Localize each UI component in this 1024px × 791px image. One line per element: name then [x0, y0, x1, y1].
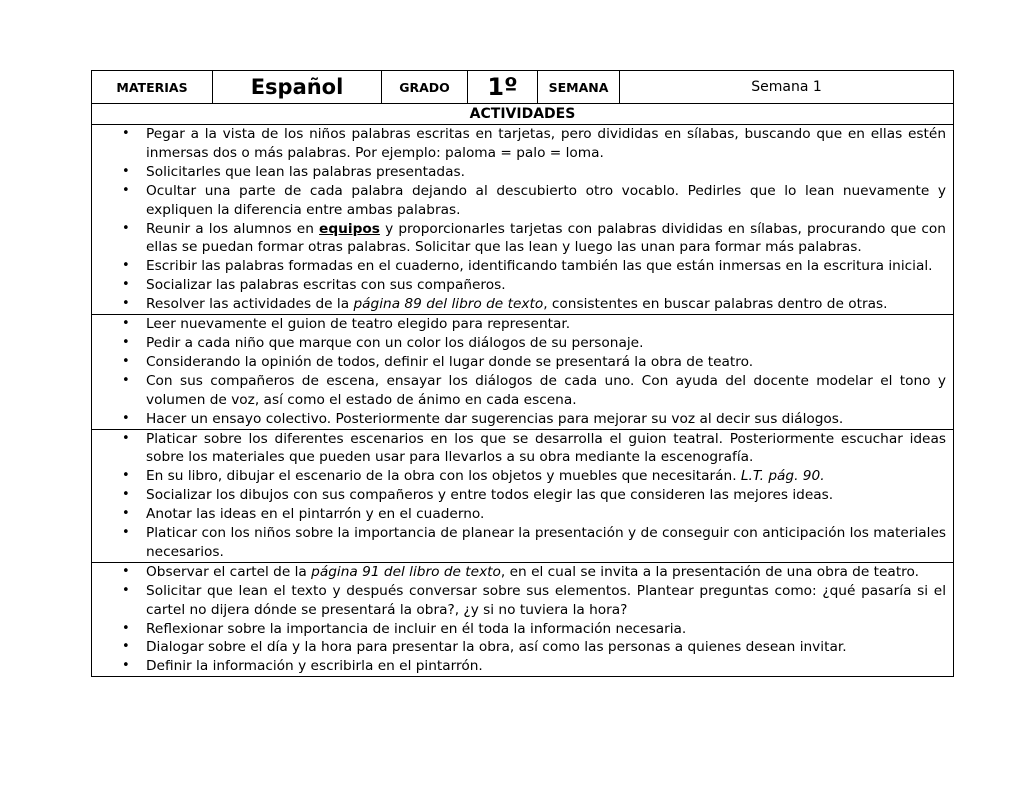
activity-text: Platicar con los niños sobre la importancia de planear la presentación y de conseguir con anticipación los materiales necesarios. [146, 525, 946, 560]
activity-block-row [92, 125, 954, 315]
activity-text: Platicar sobre los diferentes escenarios en los que se desarrolla el guion teatral. Posteriormente escuchar ideas sobre los materiales que pueden usar para llevarlos a su obra mediante la escenografía. [146, 430, 946, 466]
activity-item [92, 657, 953, 676]
activity-text: Reunir a los alumnos en [146, 220, 320, 237]
activity-block-4 [92, 562, 954, 676]
week-value: Semana 1 [620, 71, 954, 104]
activity-item [92, 524, 953, 562]
activities-title-row [92, 104, 954, 125]
activity-list [92, 315, 953, 428]
activity-item [92, 486, 953, 505]
activity-item [92, 620, 953, 639]
activity-item [92, 295, 953, 314]
activity-block-row [92, 429, 954, 562]
activity-block-3 [92, 429, 954, 562]
activity-text: Hacer un ensayo colectivo. Posteriormente dar sugerencias para mejorar su voz al decir sus diálogos. [146, 410, 844, 427]
activity-item [92, 257, 953, 276]
activities-title: ACTIVIDADES [92, 104, 954, 125]
activity-text: Socializar los dibujos con sus compañeros y entre todos elegir las que consideren las mejores ideas. [146, 487, 834, 504]
activity-item [92, 276, 953, 295]
activity-text: Definir la información y escribirla en el pintarrón. [146, 658, 483, 675]
activity-em-text: página 91 del libro de texto [311, 563, 501, 580]
activity-item [92, 505, 953, 524]
activity-text: Pedir a cada niño que marque con un color los diálogos de su personaje. [146, 334, 644, 351]
activity-item [92, 467, 953, 486]
activity-item [92, 582, 953, 620]
activity-item [92, 125, 953, 163]
materias-label: MATERIAS [92, 71, 213, 104]
activity-text: Anotar las ideas en el pintarrón y en el cuaderno. [146, 506, 485, 523]
grado-label: GRADO [382, 71, 468, 104]
activity-item [92, 220, 953, 258]
activity-list [92, 430, 953, 562]
activity-text: Observar el cartel de la [146, 563, 312, 580]
activity-text: Dialogar sobre el día y la hora para presentar la obra, así como las personas a quienes desean invitar. [146, 639, 847, 656]
activity-block-row [92, 562, 954, 676]
semana-label: SEMANA [538, 71, 620, 104]
activity-item [92, 372, 953, 410]
activity-item [92, 563, 953, 582]
activity-list [92, 563, 953, 676]
activity-text: Solicitarles que lean las palabras presentadas. [146, 163, 465, 180]
activity-item [92, 410, 953, 429]
activity-block-row [92, 315, 954, 429]
subject-value: Español [213, 71, 382, 104]
activity-em-text: página 89 del libro de texto [353, 296, 544, 313]
activity-item [92, 430, 953, 468]
activity-text: Considerando la opinión de todos, definir el lugar donde se presentará la obra de teatro. [146, 353, 754, 370]
activity-text: Reflexionar sobre la importancia de incluir en él toda la información necesaria. [146, 620, 687, 637]
activity-em-text: L.T. pág. 90. [740, 468, 825, 485]
header-row [92, 71, 954, 104]
activity-text: En su libro, dibujar el escenario de la obra con los objetos y muebles que necesitarán. [146, 468, 741, 485]
activity-item [92, 638, 953, 657]
activity-text: Escribir las palabras formadas en el cuaderno, identificando también las que están inmersas en la escritura inicial. [146, 258, 933, 275]
activity-text: Con sus compañeros de escena, ensayar los diálogos de cada uno. Con ayuda del docente modelar el tono y volumen de voz, así como el estado de ánimo en cada escena. [146, 372, 946, 408]
activity-text: Leer nuevamente el guion de teatro elegido para representar. [146, 316, 571, 333]
activity-item [92, 334, 953, 353]
activity-text: Ocultar una parte de cada palabra dejando al descubierto otro vocablo. Pedirles que lo lean nuevamente y expliquen la diferencia entre ambas palabras. [146, 182, 946, 218]
activity-text: Socializar las palabras escritas con sus compañeros. [146, 277, 506, 294]
lesson-plan-table [91, 70, 954, 677]
activity-block-2 [92, 315, 954, 429]
activity-item [92, 182, 953, 220]
activity-text: , consistentes en buscar palabras dentro de otras. [543, 296, 888, 313]
activity-text: y proporcionarles tarjetas con palabras divididas en sílabas, procurando que con ellas se puedan formar otras palabras. Solicitar que las lean y luego las unan para formar más palabras. [146, 220, 946, 256]
activity-eq-text: equipos [319, 220, 380, 237]
activity-item [92, 353, 953, 372]
activity-text: Resolver las actividades de la [146, 296, 354, 313]
activity-list [92, 125, 953, 314]
activity-block-1 [92, 125, 954, 315]
activity-text: , en el cual se invita a la presentación de una obra de teatro. [500, 563, 919, 580]
activity-text: Solicitar que lean el texto y después conversar sobre sus elementos. Plantear preguntas como: ¿qué pasaría si el cartel no dijera dónde se presentará la obra?, ¿y si no tuviera la hora? [146, 582, 946, 618]
activity-item [92, 163, 953, 182]
lesson-plan-page [91, 70, 953, 677]
activity-item [92, 315, 953, 334]
activity-text: Pegar a la vista de los niños palabras escritas en tarjetas, pero divididas en sílabas, buscando que en ellas estén inmersas dos o más palabras. Por ejemplo: paloma = palo = loma. [146, 126, 946, 161]
grade-value: 1º [468, 71, 538, 104]
